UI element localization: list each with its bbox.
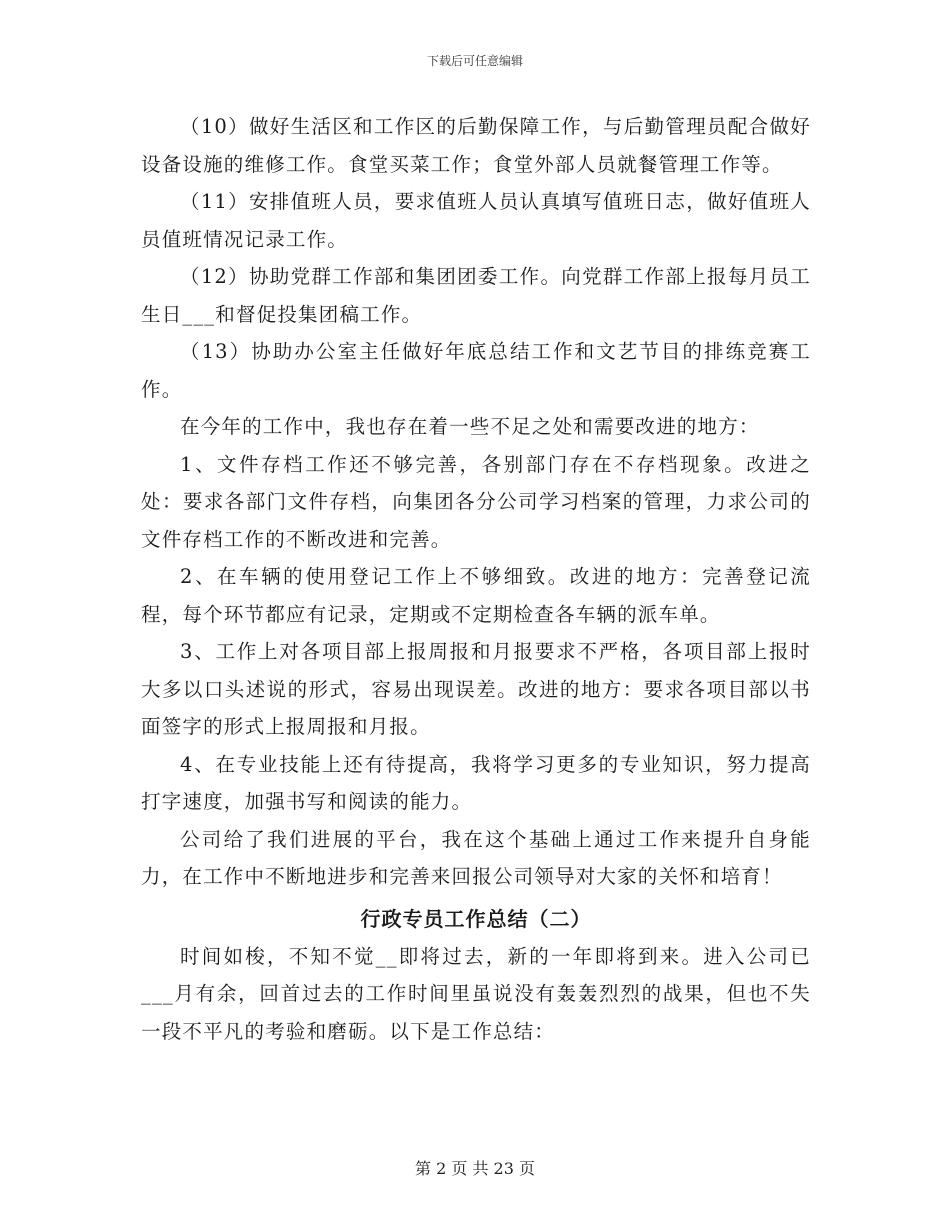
paragraph-shortcomings-intro: 在今年的工作中，我也存在着一些不足之处和需要改进的地方：: [180, 415, 760, 438]
paragraph-item-10: （10）做好生活区和工作区的后勤保障工作，与后勤管理员配合做好设备设施的维修工作。食堂买菜工作；食堂外部人员就餐管理工作等。: [141, 115, 811, 176]
paragraph-conclusion: 公司给了我们进展的平台，我在这个基础上通过工作来提升自身能力，在工作中不断地进步和完善来回报公司领导对大家的关怀和培育！: [141, 827, 811, 888]
paragraph-shortcoming-4: 4、在专业技能上还有待提高，我将学习更多的专业知识，努力提高打字速度，加强书写和阅读的能力。: [141, 752, 811, 813]
paragraph-item-12: （12）协助党群工作部和集团团委工作。向党群工作部上报每月员工生日___和督促投集团稿工作。: [141, 265, 811, 326]
document-body: [141, 108, 811, 1050]
section-title: 行政专员工作总结（二）: [360, 906, 592, 931]
paragraph-item-13: （13）协助办公室主任做好年底总结工作和文艺节目的排练竞赛工作。: [141, 340, 811, 401]
paragraph-item-11: （11）安排值班人员，要求值班人员认真填写值班日志，做好值班人员值班情况记录工作。: [141, 190, 811, 251]
page-footer: 第 2 页 共 23 页: [415, 1159, 535, 1178]
paragraph-shortcoming-2: 2、在车辆的使用登记工作上不够细致。改进的地方：完善登记流程，每个环节都应有记录，定期或不定期检查各车辆的派车单。: [141, 565, 811, 626]
paragraph-section-intro: 时间如梭，不知不觉__即将过去，新的一年即将到来。进入公司已___月有余，回首过去的工作时间里虽说没有轰轰烈烈的战果，但也不失一段不平凡的考验和磨砺。以下是工作总结：: [141, 944, 811, 1043]
paragraph-shortcoming-1: 1、文件存档工作还不够完善，各别部门存在不存档现象。改进之处：要求各部门文件存档，向集团各分公司学习档案的管理，力求公司的文件存档工作的不断改进和完善。: [141, 452, 811, 551]
paragraph-shortcoming-3: 3、工作上对各项目部上报周报和月报要求不严格，各项目部上报时大多以口头述说的形式，容易出现误差。改进的地方：要求各项目部以书面签字的形式上报周报和月报。: [141, 640, 811, 738]
page-header: 下载后可任意编辑: [426, 54, 523, 68]
